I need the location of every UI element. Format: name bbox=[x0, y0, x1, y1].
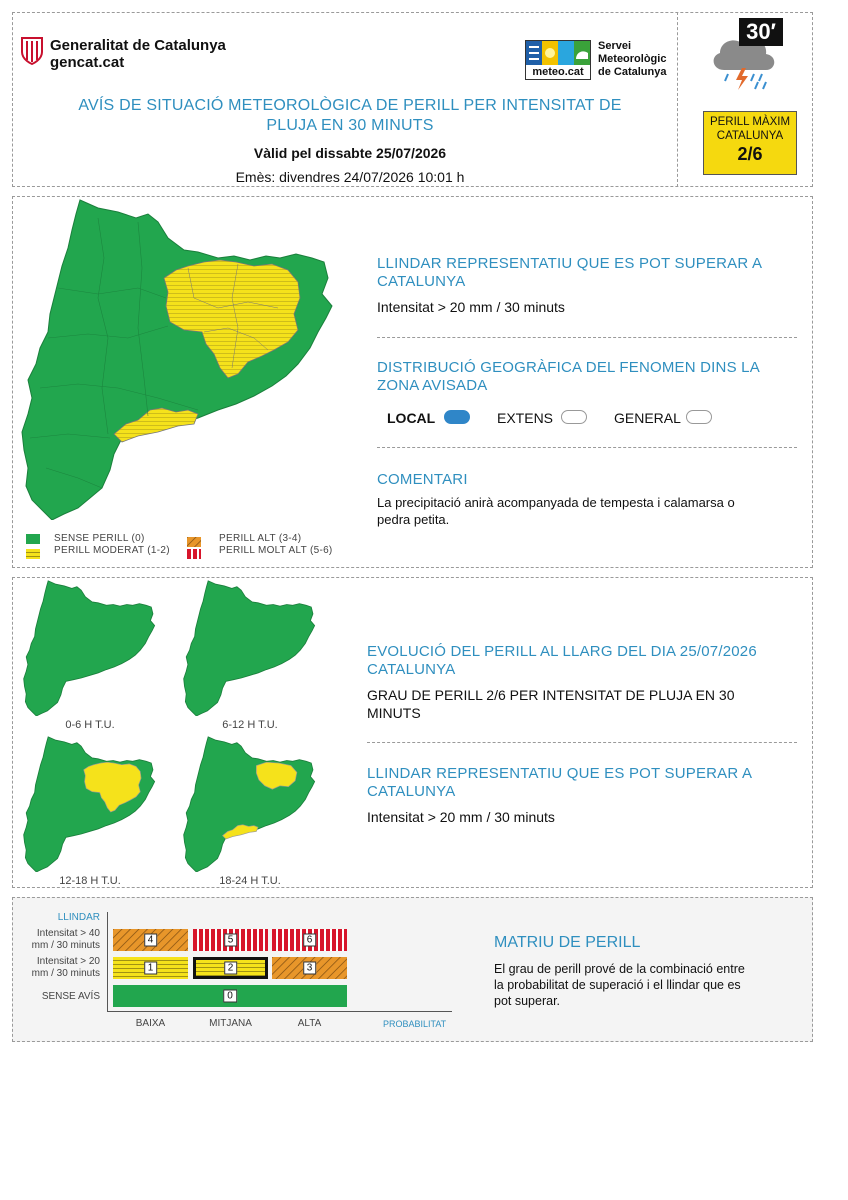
legend-swatch-none bbox=[26, 534, 40, 544]
issued-date: Emès: divendres 24/07/2026 10:01 h bbox=[235, 169, 465, 185]
divider bbox=[367, 742, 797, 743]
legend-label-none: SENSE PERILL (0) bbox=[54, 533, 145, 544]
matrix-prob-label: PROBABILITAT bbox=[383, 1019, 447, 1029]
matrix-col-baixa: BAIXA bbox=[135, 1018, 166, 1029]
duration-badge: 30′ bbox=[739, 18, 783, 46]
matrix-llindar-label: LLINDAR bbox=[57, 912, 100, 923]
threshold-title: LLINDAR REPRESENTATIU QUE ES POT SUPERAR A CATALUNYA bbox=[377, 255, 763, 290]
matrix-row-high-label: Intensitat > 40 mm / 30 minuts bbox=[31, 928, 100, 951]
divider bbox=[377, 337, 797, 338]
legend-label-high: PERILL ALT (3-4) bbox=[219, 533, 302, 544]
matrix-row-none-label: SENSE AVÍS bbox=[41, 991, 100, 1002]
evolution-threshold-title: LLINDAR REPRESENTATIU QUE ES POT SUPERAR A CATALUNYA bbox=[367, 765, 753, 800]
matrix-row-mid-label: Intensitat > 20 mm / 30 minuts bbox=[31, 956, 100, 979]
evolution-map-12-18 bbox=[20, 736, 160, 872]
evolution-label-12-18: 12-18 H T.U. bbox=[59, 875, 121, 887]
matrix-cell-1: 1 bbox=[113, 957, 188, 979]
legend-label-very-high: PERILL MOLT ALT (5-6) bbox=[219, 545, 333, 556]
distribution-general-label: GENERAL bbox=[614, 410, 681, 426]
evolution-label-0-6: 0-6 H T.U. bbox=[65, 719, 115, 731]
matrix-x-axis bbox=[107, 1011, 452, 1012]
comment-title: COMENTARI bbox=[377, 471, 468, 488]
distribution-general-toggle[interactable] bbox=[686, 410, 712, 424]
evolution-label-18-24: 18-24 H T.U. bbox=[219, 875, 281, 887]
distribution-extens-label: EXTENS bbox=[497, 410, 554, 426]
matrix-cell-4: 4 bbox=[113, 929, 188, 951]
distribution-extens-toggle[interactable] bbox=[561, 410, 587, 424]
gencat-name: Generalitat de Catalunya bbox=[50, 37, 226, 54]
matrix-title: MATRIU DE PERILL bbox=[494, 934, 641, 951]
distribution-local-toggle[interactable] bbox=[444, 410, 470, 424]
legend-swatch-moderate bbox=[26, 546, 40, 556]
catalonia-map bbox=[18, 198, 340, 520]
matrix-col-alta: ALTA bbox=[297, 1018, 322, 1029]
page-title: AVÍS DE SITUACIÓ METEOROLÒGICA DE PERILL PER INTENSITAT DE PLUJA EN 30 MINUTS bbox=[78, 97, 622, 134]
evolution-threshold-value: Intensitat > 20 mm / 30 minuts bbox=[367, 809, 555, 825]
meteocat-logo bbox=[525, 40, 591, 80]
max-danger-badge: PERILL MÀXIM CATALUNYA 2/6 bbox=[703, 111, 797, 175]
matrix-description: El grau de perill prové de la combinació entre la probabilitat de superació i el llindar que es pot superar. bbox=[494, 962, 745, 1008]
evolution-map-0-6 bbox=[20, 580, 160, 716]
matrix-cell-5: 5 bbox=[193, 929, 268, 951]
evolution-grade: GRAU DE PERILL 2/6 PER INTENSITAT DE PLUJA EN 30 MINUTS bbox=[367, 687, 735, 721]
meteocat-label: meteo.cat bbox=[532, 66, 584, 78]
valid-date: Vàlid pel dissabte 25/07/2026 bbox=[253, 145, 447, 161]
matrix-y-axis bbox=[107, 912, 108, 1012]
comment-text: La precipitació anirà acompanyada de tempesta i calamarsa o pedra petita. bbox=[377, 495, 735, 527]
distribution-title: DISTRIBUCIÓ GEOGRÀFICA DEL FENOMEN DINS LA ZONA AVISADA bbox=[377, 359, 760, 394]
legend-label-moderate: PERILL MODERAT (1-2) bbox=[54, 545, 170, 556]
matrix-cell-2-selected: 2 bbox=[193, 957, 268, 979]
gencat-logo bbox=[20, 36, 44, 66]
matrix-cell-3: 3 bbox=[272, 957, 347, 979]
divider bbox=[377, 447, 797, 448]
max-danger-value: 2/6 bbox=[737, 144, 763, 164]
threshold-value: Intensitat > 20 mm / 30 minuts bbox=[377, 299, 565, 315]
max-divider bbox=[677, 12, 678, 187]
evolution-label-6-12: 6-12 H T.U. bbox=[222, 719, 278, 731]
matrix-col-mitjana: MITJANA bbox=[209, 1018, 252, 1029]
matrix-cell-0: 0 bbox=[113, 985, 347, 1007]
smc-name: Servei Meteorològic de Catalunya bbox=[598, 40, 667, 78]
gencat-url[interactable]: gencat.cat bbox=[50, 54, 125, 71]
matrix-cell-6: 6 bbox=[272, 929, 347, 951]
evolution-map-18-24 bbox=[180, 736, 320, 872]
distribution-local-label: LOCAL bbox=[387, 410, 436, 426]
legend-swatch-high bbox=[187, 534, 201, 544]
evolution-title: EVOLUCIÓ DEL PERILL AL LLARG DEL DIA 25/07/2026 CATALUNYA bbox=[367, 643, 757, 678]
legend-swatch-very-high bbox=[187, 546, 201, 556]
evolution-map-6-12 bbox=[180, 580, 320, 716]
